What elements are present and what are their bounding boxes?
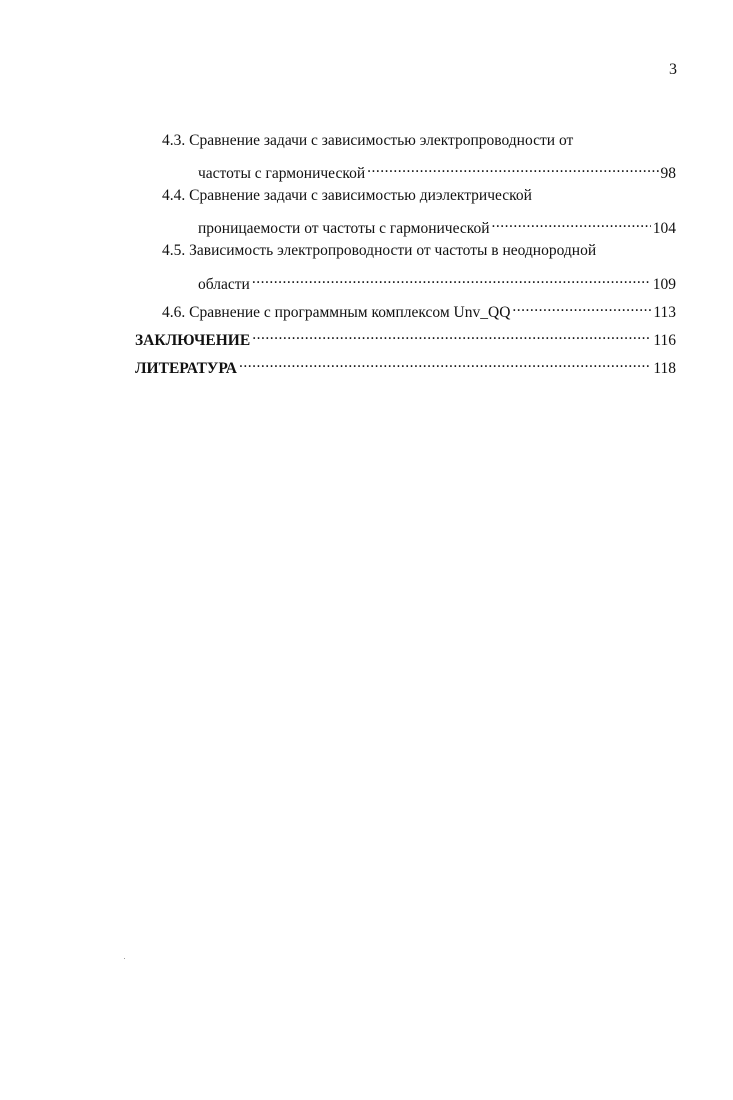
toc-entry-4-4-title-line1: 4.4. Сравнение задачи с зависимостью диэлектрической — [162, 187, 532, 204]
toc-entry-4-3[interactable] — [198, 158, 676, 184]
dot-leader — [252, 325, 651, 345]
dot-leader — [512, 297, 651, 317]
toc-entry-4-6[interactable] — [162, 297, 676, 323]
dot-leader — [492, 213, 651, 233]
toc-entry-literature[interactable] — [135, 353, 676, 379]
toc-entry-conclusion-page: 116 — [653, 332, 676, 349]
toc-entry-4-3-title-line2: частоты с гармонической — [198, 165, 366, 182]
toc-entry-4-6-title: 4.6. Сравнение с программным комплексом Unv_QQ — [162, 304, 511, 321]
toc-entry-4-3-page: 98 — [660, 165, 676, 182]
toc-entry-conclusion[interactable] — [135, 325, 676, 351]
toc-entry-4-5-page: 109 — [652, 276, 676, 293]
toc-entry-literature-page: 118 — [653, 360, 676, 377]
toc-entry-literature-title: ЛИТЕРАТУРА — [135, 360, 237, 377]
toc-entry-4-4-page: 104 — [652, 220, 676, 237]
toc-entry-4-5-title-line2: области — [198, 276, 250, 293]
toc-entry-4-6-page: 113 — [653, 304, 676, 321]
scan-speck — [124, 958, 125, 959]
toc-entry-4-4[interactable] — [198, 213, 676, 239]
dot-leader — [367, 158, 658, 178]
dot-leader — [252, 269, 651, 289]
toc-entry-4-5-title-line1: 4.5. Зависимость электропроводности от частоты в неоднородной — [162, 242, 597, 259]
toc-entry-4-5[interactable] — [198, 269, 676, 295]
dot-leader — [239, 353, 651, 373]
toc-entry-4-3-title-line1: 4.3. Сравнение задачи с зависимостью электропроводности от — [162, 132, 574, 149]
page-number: 3 — [669, 61, 677, 78]
toc-entry-4-4-title-line2: проницаемости от частоты с гармонической — [198, 220, 490, 237]
toc-entry-conclusion-title: ЗАКЛЮЧЕНИЕ — [135, 332, 251, 349]
